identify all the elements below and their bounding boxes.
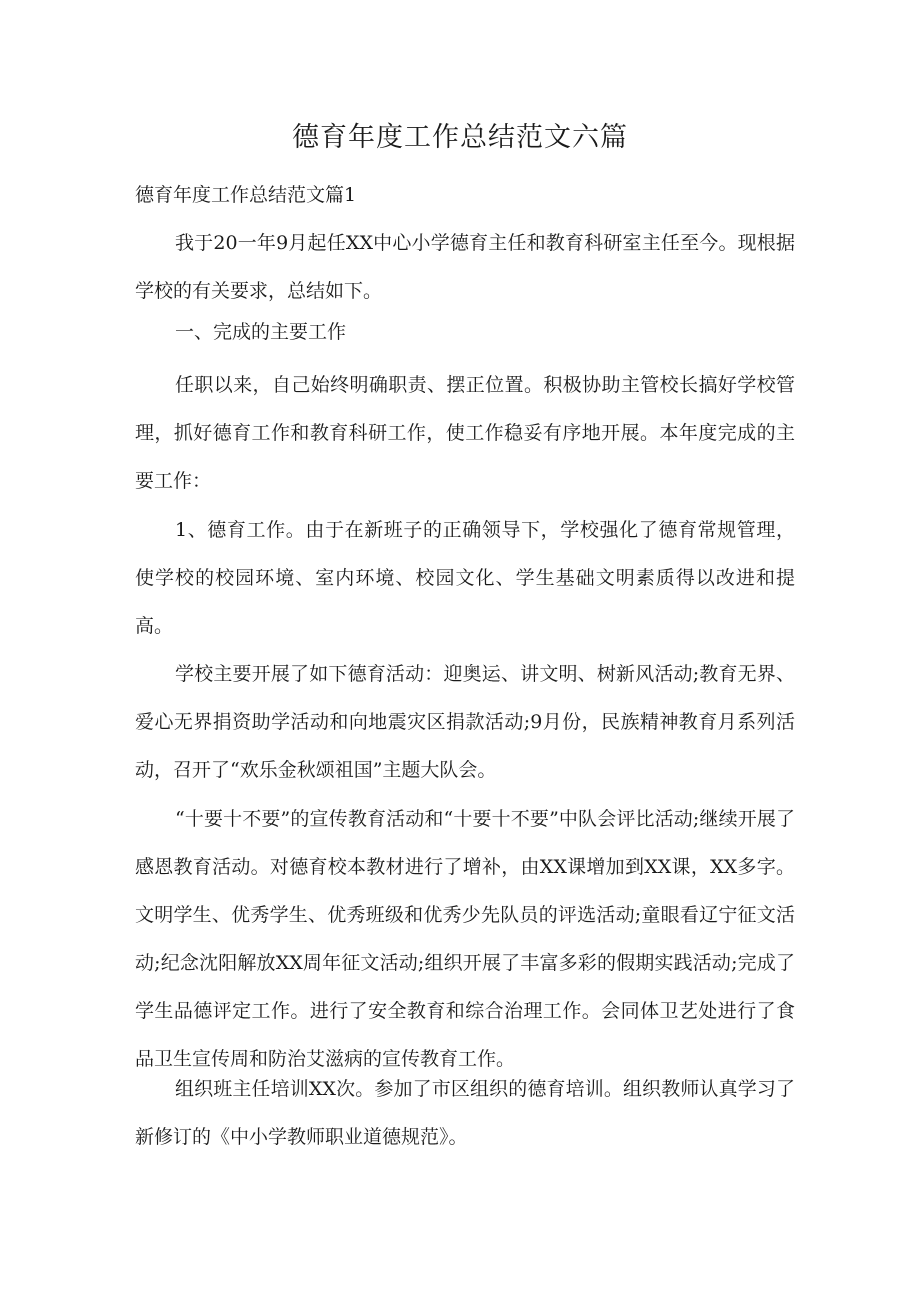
paragraph-1: 我于20一年9月起任XX中心小学德育主任和教育科研室主任至今。现根据学校的有关要求，总结如下。 xyxy=(135,232,795,302)
paragraph-3: 1、德育工作。由于在新班子的正确领导下，学校强化了德育常规管理，使学校的校园环境、室内环境、校园文化、学生基础文明素质得以改进和提高。 xyxy=(135,519,795,637)
paragraph-4: 学校主要开展了如下德育活动：迎奥运、讲文明、树新风活动;教育无界、爱心无界捐资助学活动和向地震灾区捐款活动;9月份，民族精神教育月系列活动，召开了“欢乐金秋颂祖国”主题大队会。 xyxy=(135,663,795,781)
document-title: 德育年度工作总结范文六篇 xyxy=(292,122,628,153)
document-subtitle: 德育年度工作总结范文篇1 xyxy=(135,184,357,206)
section-heading: 一、完成的主要工作 xyxy=(175,321,347,343)
paragraph-6: 组织班主任培训XX次。参加了市区组织的德育培训。组织教师认真学习了新修订的《中小学教师职业道德规范》。 xyxy=(135,1078,795,1148)
paragraph-5: “十要十不要”的宣传教育活动和“十要十不要”中队会评比活动;继续开展了感恩教育活动。对德育校本教材进行了增补，由XX课增加到XX课，XX多字。文明学生、优秀学生、优秀班级和优秀少先队员的评选活动;童眼看辽宁征文活动;纪念沈阳解放XX周年征文活动;组织开展了丰富多彩的假期实践活动;完成了学生品德评定工作。进行了安全教育和综合治理工作。会同体卫艺处进行了食品卫生宣传周和防治艾滋病的宣传教育工作。 xyxy=(135,808,795,1070)
paragraph-2: 任职以来，自己始终明确职责、摆正位置。积极协助主管校长搞好学校管理，抓好德育工作和教育科研工作，使工作稳妥有序地开展。本年度完成的主要工作： xyxy=(135,374,795,492)
